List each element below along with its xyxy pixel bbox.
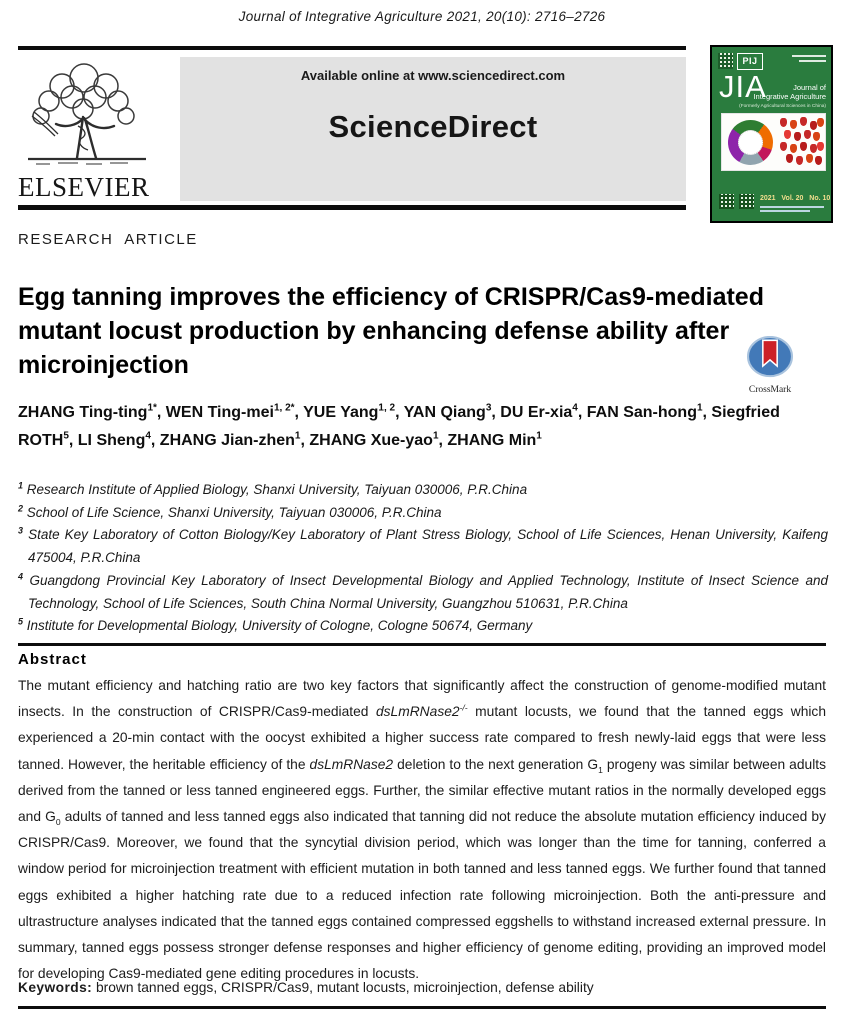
qr-code-icon xyxy=(739,194,754,209)
affiliation-item: $^2$ School of Life Science, Shanxi University, Taiyuan 030006, P.R.China xyxy=(18,503,442,520)
available-online-text: Available online at www.sciencedirect.com xyxy=(300,68,566,83)
abstract-text: The mutant efficiency and hatching ratio are two key factors that significantly affect the construction of genome-modified mutant insects. In the construction of CRISPR/Cas9-mediated dsLmRNase2-/- mutant locusts, we found that the tanned eggs which experienced a 20-min contact with the oocyst exhibited a higher success rate compared to fresh newly-laid eggs that were less tanned. However, the heritable efficiency of the dsLmRNase2 deletion to the next generation $G_1$ progeny was similar between adults derived from the tanned or less tanned engineered eggs. Further, the similar effective mutant ratios in the normally developed eggs and $G_0$ adults of tanned and less tanned eggs also indicated that tanning did not reduce the absolute mutation efficiency induced by CRISPR/Cas9. Moreover, we found that the syncytial division period, which was longer than the time for tanning, conferred a window period for microinjection treatment with efficient mutation in both tanned and less tanned eggs. We further found that tanned eggs exhibited a higher hatching rate due to a reduced infection rate following microinjection. Both the anti-pressure and ultrastructure analyses indicated that the tanned eggs contained compressed eggshells to withstand increased external pressure. In summary, tanned eggs possess stronger defense responses and higher efficiency of genome editing, providing an improved model for developing Cas9-mediated gene editing procedures in locusts. xyxy=(18,678,827,982)
crossmark-label: CrossMark xyxy=(748,385,792,395)
crossmark-icon xyxy=(746,336,794,379)
cover-micro-text-lines xyxy=(760,206,824,214)
cover-issue-line: 2021 Vol. 20 No. 10 xyxy=(760,195,831,202)
crossmark-badge[interactable] xyxy=(742,336,798,395)
cover-artwork-panel xyxy=(721,113,826,171)
affiliation-item: $^1$ Research Institute of Applied Biology, Shanxi University, Taiyuan 030006, P.R.China xyxy=(18,480,528,497)
elsevier-tree-icon xyxy=(18,56,158,172)
keywords-line xyxy=(18,980,826,995)
affiliation-item: $^5$ Institute for Developmental Biology, University of Cologne, Cologne 50674, Germany xyxy=(18,616,533,634)
author-list: ZHANG Ting-ting$^{1*}$, WEN Ting-mei$^{1, 2*}$, YUE Yang$^{1, 2}$, YAN Qiang$^3$, DU Er-xia$^4$, FAN San-hong$^1$, Siegfried ROTH$^5$, LI Sheng$^4$, ZHANG Jian-zhen$^1$, ZHANG Xue-yao$^1$, ZHANG Min$^1$ xyxy=(18,402,780,449)
article-type-label: RESEARCH ARTICLE xyxy=(18,231,198,248)
header-top-rule xyxy=(18,46,686,50)
keywords-label: Keywords: xyxy=(18,980,93,995)
cover-former-name: (Formerly Agricultural Sciences in China) xyxy=(739,104,826,109)
strawberries-art xyxy=(780,118,787,127)
header-bottom-rule xyxy=(18,205,686,210)
affiliation-list xyxy=(18,479,828,638)
issn-text-lines xyxy=(790,55,826,65)
donut-chart-art xyxy=(728,120,773,165)
journal-citation-line: Journal of Integrative Agriculture 2021, 20(10): 2716–2726 xyxy=(238,9,606,24)
elsevier-logo xyxy=(18,56,163,204)
journal-cover-thumbnail xyxy=(710,45,833,223)
publisher-seal-icon xyxy=(718,53,733,69)
sciencedirect-banner xyxy=(180,57,686,201)
article-title: Egg tanning improves the efficiency of CRISPR/Cas9-mediated mutant locust production by enhancing defense ability after microinjection xyxy=(18,283,764,379)
sciencedirect-wordmark: ScienceDirect xyxy=(328,109,538,144)
elsevier-wordmark: ELSEVIER xyxy=(18,172,150,202)
pij-logo: PIJ xyxy=(737,53,763,70)
jia-wordmark: JIA xyxy=(719,69,767,104)
abstract-heading: Abstract xyxy=(18,651,87,668)
affiliation-item: $^3$ State Key Laboratory of Cotton Biology/Key Laboratory of Plant Stress Biology, School of Life Sciences, Henan University, Kaifeng 475004, P.R.China xyxy=(18,525,828,566)
keywords-text: brown tanned eggs, CRISPR/Cas9, mutant locusts, microinjection, defense ability xyxy=(92,980,594,995)
affiliation-item: $^4$ Guangdong Provincial Key Laboratory of Insect Developmental Biology and Applied Technology, Institute of Insect Science and Technology, School of Life Sciences, South China Normal University, Guangzhou 510631, P.R.China xyxy=(18,571,828,611)
qr-code-icon xyxy=(719,194,734,209)
footer-rule xyxy=(18,1006,826,1009)
abstract-top-rule xyxy=(18,643,826,646)
cover-journal-name: Journal of Integrative Agriculture xyxy=(753,83,826,101)
